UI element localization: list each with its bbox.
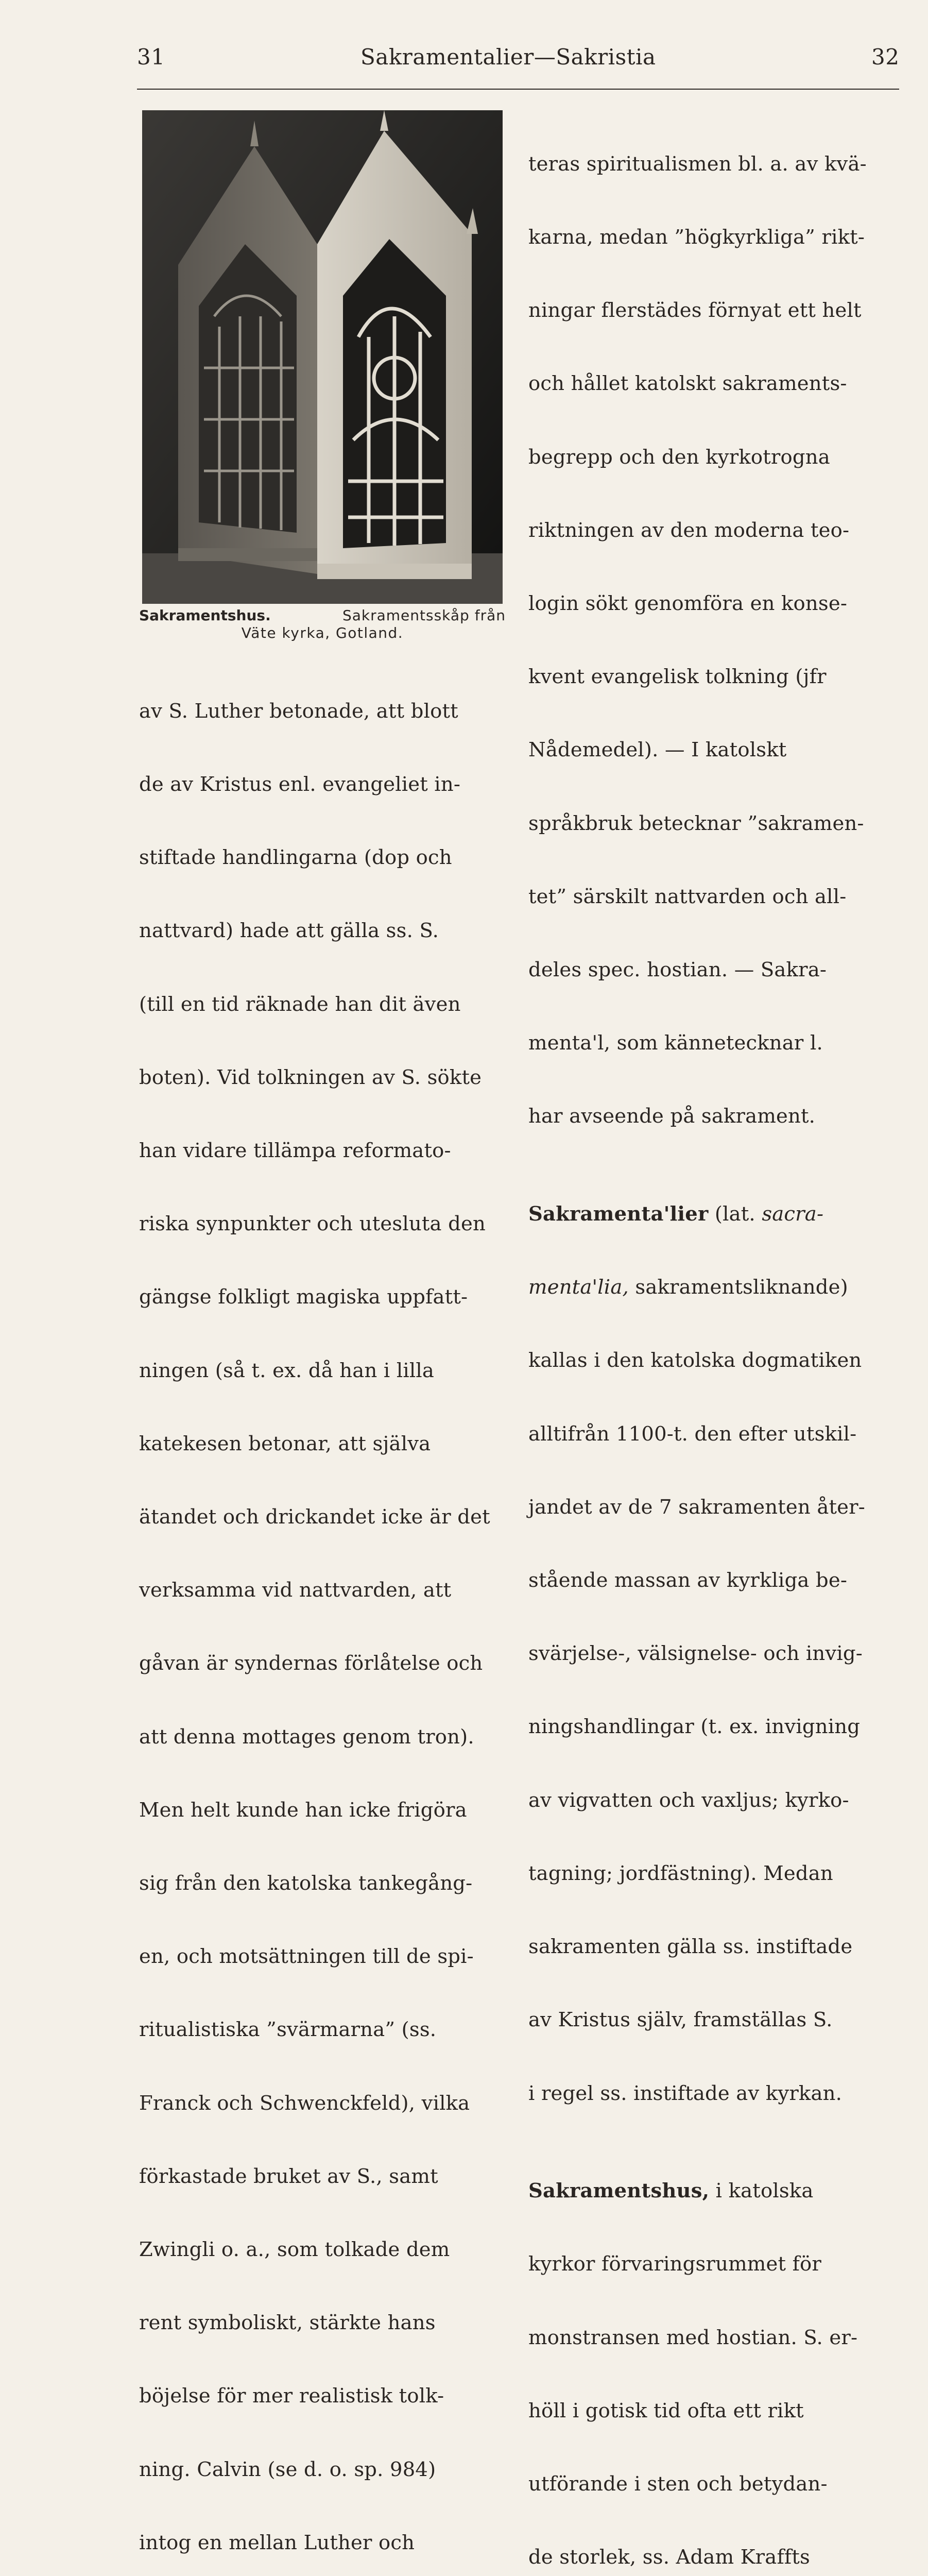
left-page-number: 31	[137, 44, 165, 70]
text-line: Zwingli o. a., som tolkade dem	[139, 2238, 450, 2262]
text-line: ningshandlingar (t. ex. invigning	[528, 1715, 861, 1739]
text-line: Men helt kunde han icke frigöra	[139, 1798, 467, 1822]
text-span: i katolska	[709, 2179, 814, 2203]
text-line: ningen (så t. ex. då han i lilla	[139, 1359, 435, 1382]
figure-caption	[139, 607, 506, 642]
text-line: har avseende på sakrament.	[528, 1105, 816, 1128]
text-line: böjelse för mer realistisk tolk-	[139, 2384, 444, 2408]
caption-description: Sakramentsskåp från	[342, 607, 506, 624]
text-line: jandet av de 7 sakramenten åter-	[528, 1495, 865, 1519]
text-line: riska synpunkter och utesluta den	[139, 1212, 486, 1236]
headword-sakramentshus: Sakramentshus,	[528, 2179, 710, 2203]
text-line: rent symboliskt, stärkte hans	[139, 2311, 436, 2335]
text-line: teras spiritualismen bl. a. av kvä-	[528, 152, 867, 176]
text-line: kallas i den katolska dogmatiken	[528, 1349, 862, 1372]
running-head: Sakramentalier—Sakristia	[360, 44, 656, 70]
text-line: sakramenten gälla ss. instiftade	[528, 1935, 853, 1959]
text-line: alltifrån 1100-t. den efter utskil-	[528, 1422, 857, 1446]
text-line: riktningen av den moderna teo-	[528, 518, 850, 542]
text-line: av vigvatten och vaxljus; kyrko-	[528, 1788, 849, 1812]
text-line: menta'l, som kännetecknar l.	[528, 1031, 823, 1055]
text-line: nattvard) hade att gälla ss. S.	[139, 919, 439, 943]
cabinet-illustration	[142, 110, 503, 604]
text-line: karna, medan ”högkyrkliga” rikt-	[528, 226, 865, 249]
text-line: stiftade handlingarna (dop och	[139, 846, 452, 870]
text-line: tet” särskilt nattvarden och all-	[528, 885, 847, 908]
text-line: ningar flerstädes förnyat ett helt	[528, 299, 862, 323]
latin-term: menta'lia,	[528, 1276, 629, 1299]
text-line: förkastade bruket av S., samt	[139, 2164, 438, 2188]
caption-location: Väte kyrka, Gotland.	[241, 624, 404, 641]
text-line: höll i gotisk tid ofta ett rikt	[528, 2399, 804, 2422]
text-line: stående massan av kyrkliga be-	[528, 1569, 848, 1592]
left-column	[139, 650, 506, 2576]
text-line: utförande i sten och betydan-	[528, 2472, 828, 2496]
text-line: (till en tid räknade han dit även	[139, 992, 461, 1016]
text-line: ritualistiska ”svärmarna” (ss.	[139, 2018, 437, 2042]
text-line: gåvan är syndernas förlåtelse och	[139, 1652, 483, 1675]
text-line: ning. Calvin (se d. o. sp. 984)	[139, 2458, 436, 2481]
text-line: av S. Luther betonade, att blott	[139, 699, 458, 723]
latin-term: sacra-	[762, 1202, 824, 1226]
header-rule	[137, 89, 899, 90]
text-line: boten). Vid tolkningen av S. sökte	[139, 1065, 482, 1089]
text-span: sakramentsliknande)	[628, 1276, 848, 1299]
caption-title: Sakramentshus.	[139, 607, 271, 624]
caption-line-1	[139, 607, 506, 624]
text-line: språkbruk betecknar ”sakramen-	[528, 811, 864, 835]
headword-sakramentalier: Sakramenta'lier	[528, 1202, 709, 1226]
entry-sakramentshus-line-1	[528, 2179, 899, 2203]
text-line: i regel ss. instiftade av kyrkan.	[528, 2081, 843, 2105]
text-line: och hållet katolskt sakraments-	[528, 372, 847, 396]
text-line: kyrkor förvaringsrummet för	[528, 2252, 822, 2276]
text-span: (lat.	[708, 1202, 762, 1226]
text-line: ätandet och drickandet icke är det	[139, 1505, 490, 1529]
text-line: kvent evangelisk tolkning (jfr	[528, 665, 827, 689]
text-line: de storlek, ss. Adam Kraffts	[528, 2546, 810, 2569]
text-line: att denna mottages genom tron).	[139, 1725, 474, 1749]
text-line: deles spec. hostian. — Sakra-	[528, 958, 827, 982]
text-line: svärjelse-, välsignelse- och invig-	[528, 1642, 863, 1666]
text-line: monstransen med hostian. S. er-	[528, 2326, 858, 2349]
text-line: han vidare tillämpa reformato-	[139, 1139, 451, 1163]
text-line: Nådemedel). — I katolskt	[528, 738, 787, 762]
text-line: sig från den katolska tankegång-	[139, 1872, 473, 1895]
entry-sakramentalier-line-2	[528, 1275, 899, 1299]
text-line: av Kristus själv, framställas S.	[528, 2008, 833, 2032]
text-line: en, och motsättningen till de spi-	[139, 1945, 474, 1969]
sakramentshus-photo	[142, 110, 503, 604]
text-line: verksamma vid nattvarden, att	[139, 1579, 452, 1602]
right-page-number: 32	[871, 44, 900, 70]
text-line: gängse folkligt magiska uppfatt-	[139, 1285, 468, 1309]
right-column	[528, 103, 899, 2576]
text-line: login sökt genomföra en konse-	[528, 592, 848, 616]
text-line: Franck och Schwenckfeld), vilka	[139, 2091, 470, 2115]
entry-sakramentalier-line-1	[528, 1202, 899, 1226]
text-line: katekesen betonar, att själva	[139, 1432, 431, 1455]
text-line: begrepp och den kyrkotrogna	[528, 445, 830, 469]
text-line: intog en mellan Luther och	[139, 2531, 415, 2554]
text-line: tagning; jordfästning). Medan	[528, 1861, 833, 1885]
text-line: de av Kristus enl. evangeliet in-	[139, 773, 461, 796]
